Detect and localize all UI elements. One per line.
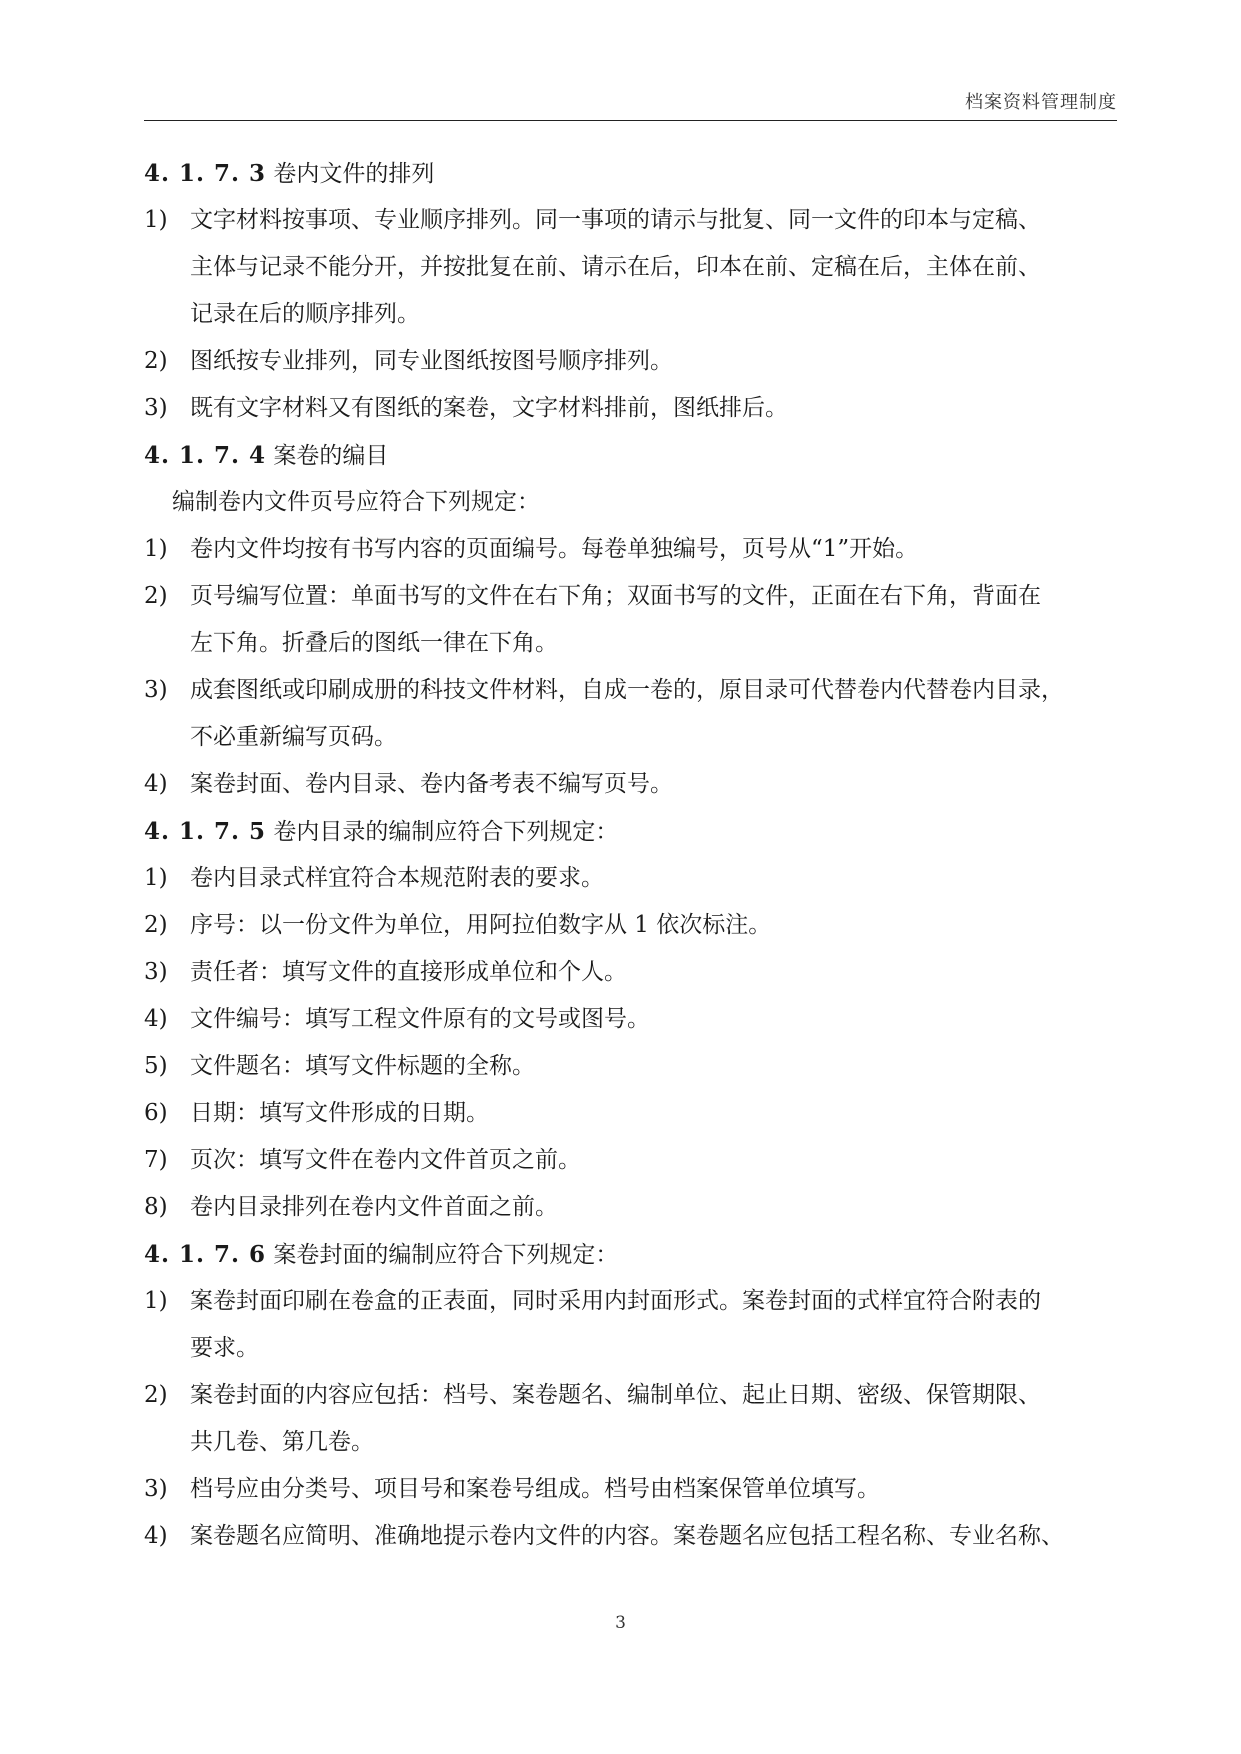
- section-heading: [144, 1231, 1119, 1278]
- list-item: [144, 855, 1119, 902]
- list-item-number: 4): [144, 1523, 168, 1549]
- list-item: [144, 1184, 1119, 1231]
- list-item-text: 文字材料按事项、专业顺序排列。同一事项的请示与批复、同一文件的印本与定稿、: [190, 207, 1041, 233]
- list-item-text: 序号：以一份文件为单位，用阿拉伯数字从 1 依次标注。: [190, 912, 772, 938]
- section-number: 4. 1. 7. 5: [144, 818, 267, 845]
- section-title: 案卷的编目: [273, 443, 389, 469]
- list-item: [144, 1513, 1119, 1560]
- list-item-text: 案卷题名应简明、准确地提示卷内文件的内容。案卷题名应包括工程名称、专业名称、: [190, 1523, 1064, 1549]
- list-item-number: 1): [144, 865, 168, 891]
- list-item-number: 3): [144, 959, 168, 985]
- list-item-number: 4): [144, 771, 168, 797]
- page-header: [144, 84, 1117, 121]
- list-item-number: 2): [144, 583, 168, 609]
- list-item: [144, 761, 1119, 808]
- section-number: 4. 1. 7. 3: [144, 160, 267, 187]
- list-item: [144, 1043, 1119, 1090]
- list-item-number: 2): [144, 348, 168, 374]
- list-item-number: 2): [144, 1382, 168, 1408]
- list-item-text: 卷内目录排列在卷内文件首面之前。: [190, 1194, 558, 1220]
- list-item: [144, 667, 1119, 714]
- list-item-text: 日期：填写文件形成的日期。: [190, 1100, 489, 1126]
- list-item-number: 4): [144, 1006, 168, 1032]
- list-item: [144, 197, 1119, 244]
- list-item: [144, 902, 1119, 949]
- list-item-number: 5): [144, 1053, 168, 1079]
- list-item-number: 3): [144, 1476, 168, 1502]
- section-number: 4. 1. 7. 4: [144, 442, 267, 469]
- list-item-text: 卷内文件均按有书写内容的页面编号。每卷单独编号，页号从“1”开始。: [190, 536, 919, 562]
- list-item: [144, 1466, 1119, 1513]
- list-item-continuation: 记录在后的顺序排列。: [190, 301, 420, 327]
- section-title: 卷内目录的编制应符合下列规定：: [273, 819, 619, 845]
- list-item-continuation: 要求。: [190, 1335, 259, 1361]
- list-item-text: 页次：填写文件在卷内文件首页之前。: [190, 1147, 581, 1173]
- list-item-number: 2): [144, 912, 168, 938]
- list-item-text: 文件编号：填写工程文件原有的文号或图号。: [190, 1006, 650, 1032]
- list-item-number: 1): [144, 1288, 168, 1314]
- document-body: [144, 150, 1119, 1560]
- section-heading: [144, 432, 1119, 479]
- list-item: [144, 338, 1119, 385]
- list-item-number: 1): [144, 207, 168, 233]
- list-item-text: 案卷封面的内容应包括：档号、案卷题名、编制单位、起止日期、密级、保管期限、: [190, 1382, 1041, 1408]
- header-title: 档案资料管理制度: [965, 92, 1117, 113]
- list-item: [144, 1372, 1119, 1419]
- list-item-text: 案卷封面、卷内目录、卷内备考表不编写页号。: [190, 771, 673, 797]
- list-item-text: 成套图纸或印刷成册的科技文件材料，自成一卷的，原目录可代替卷内代替卷内目录，: [190, 677, 1064, 703]
- section-title: 卷内文件的排列: [273, 161, 435, 187]
- list-item-continuation: 左下角。折叠后的图纸一律在下角。: [190, 630, 558, 656]
- list-item-text: 卷内目录式样宜符合本规范附表的要求。: [190, 865, 604, 891]
- list-item-text: 页号编写位置：单面书写的文件在右下角；双面书写的文件，正面在右下角，背面在: [190, 583, 1041, 609]
- list-item-continuation: 共几卷、第几卷。: [190, 1429, 374, 1455]
- list-item-number: 3): [144, 395, 168, 421]
- list-item: [144, 949, 1119, 996]
- page-number: 3: [615, 1613, 626, 1633]
- list-item-number: 6): [144, 1100, 168, 1126]
- list-item-number: 3): [144, 677, 168, 703]
- list-item-continuation: 不必重新编写页码。: [190, 724, 397, 750]
- list-item: [144, 1137, 1119, 1184]
- paragraph: 编制卷内文件页号应符合下列规定：: [172, 489, 540, 515]
- list-item: [144, 573, 1119, 620]
- list-item-text: 图纸按专业排列，同专业图纸按图号顺序排列。: [190, 348, 673, 374]
- section-heading: [144, 808, 1119, 855]
- list-item-number: 7): [144, 1147, 168, 1173]
- list-item: [144, 526, 1119, 573]
- list-item: [144, 1278, 1119, 1325]
- list-item-text: 既有文字材料又有图纸的案卷，文字材料排前，图纸排后。: [190, 395, 788, 421]
- list-item-text: 档号应由分类号、项目号和案卷号组成。档号由档案保管单位填写。: [190, 1476, 880, 1502]
- list-item-text: 案卷封面印刷在卷盒的正表面，同时采用内封面形式。案卷封面的式样宜符合附表的: [190, 1288, 1041, 1314]
- list-item: [144, 1090, 1119, 1137]
- list-item: [144, 385, 1119, 432]
- list-item-text: 文件题名：填写文件标题的全称。: [190, 1053, 535, 1079]
- list-item-text: 责任者：填写文件的直接形成单位和个人。: [190, 959, 627, 985]
- section-heading: [144, 150, 1119, 197]
- section-title: 案卷封面的编制应符合下列规定：: [273, 1242, 619, 1268]
- section-number: 4. 1. 7. 6: [144, 1241, 267, 1268]
- list-item-continuation: 主体与记录不能分开，并按批复在前、请示在后，印本在前、定稿在后，主体在前、: [190, 254, 1041, 280]
- list-item: [144, 996, 1119, 1043]
- list-item-number: 8): [144, 1194, 168, 1220]
- list-item-number: 1): [144, 536, 168, 562]
